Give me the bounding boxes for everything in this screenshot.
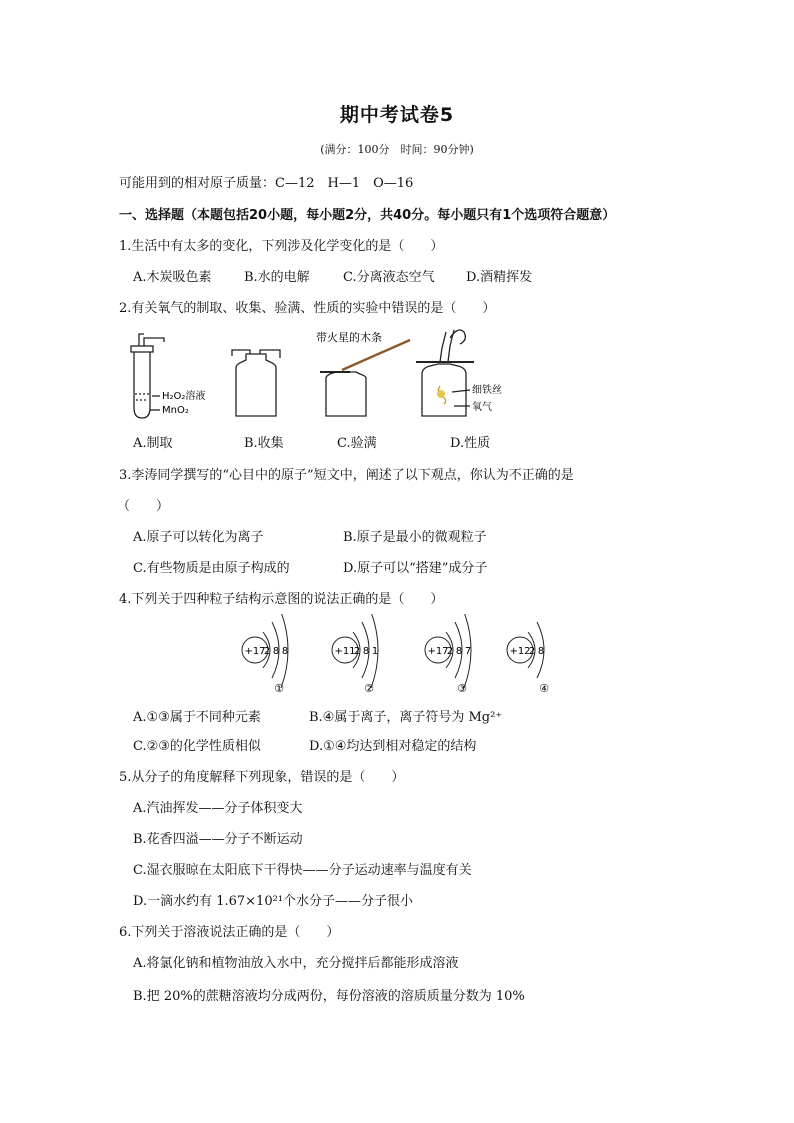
particle-4 (507, 622, 549, 695)
question-3-stem: 3.李涛同学撰写的“心目中的原子”短文中，阐述了以下观点，你认为不正确的是 (119, 468, 574, 483)
mno2-label: MnO₂ (162, 405, 189, 416)
h2o2-label: H₂O₂溶液 (162, 391, 206, 402)
splint-label: 带火星的木条 (316, 331, 382, 344)
shell-electron-count: 2 (446, 646, 454, 657)
q5-option-c: C.湿衣服晾在太阳底下干得快——分子运动速率与温度有关 (133, 863, 472, 878)
q1-option-b: B.水的电解 (244, 270, 310, 285)
shell-electron-count: 2 (263, 646, 271, 657)
question-6-stem: 6.下列关于溶液说法正确的是（ ） (119, 925, 340, 940)
q6-option-b: B.把 20%的蔗糖溶液均分成两份，每份溶液的溶质质量分数为 10% (133, 989, 525, 1004)
question-4-stem: 4.下列关于四种粒子结构示意图的说法正确的是（ ） (119, 592, 444, 607)
particle-3 (425, 614, 471, 695)
particle-label: ③ (457, 682, 467, 695)
q5-option-b: B.花香四溢——分子不断运动 (133, 832, 303, 847)
particle-label: ② (364, 682, 374, 695)
particle-1 (242, 614, 288, 695)
question-3-paren: （ ） (117, 499, 170, 514)
q1-option-d: D.酒精挥发 (466, 270, 533, 285)
atomic-masses: 可能用到的相对原子质量：C—12 H—1 O—16 (119, 176, 414, 191)
q3-option-d: D.原子可以“搭建”成分子 (343, 561, 488, 576)
q4-option-a: A.①③属于不同种元素 (133, 710, 261, 725)
oxygen-label: 氧气 (472, 402, 492, 413)
q4-option-c: C.②③的化学性质相似 (133, 739, 261, 754)
q4-option-b: B.④属于离子，离子符号为 Mg²⁺ (309, 710, 503, 725)
nucleus-charge: +17 (244, 646, 266, 657)
shell-electron-count: 1 (371, 646, 379, 657)
shell-electron-count: 2 (528, 646, 536, 657)
shell-electron-count: 8 (272, 646, 280, 657)
q6-option-a: A.将氯化钠和植物油放入水中，充分搅拌后都能形成溶液 (133, 956, 459, 971)
q5-option-d: D.一滴水约有 1.67×10²¹个水分子——分子很小 (133, 894, 414, 909)
q3-option-b: B.原子是最小的微观粒子 (343, 530, 487, 545)
q2-option-b: B.收集 (244, 436, 284, 451)
particle-2 (332, 614, 378, 695)
exam-title: 期中考试卷5 (339, 104, 455, 126)
shell-electron-count: 8 (362, 646, 370, 657)
particle-structure-figure (230, 614, 570, 696)
nucleus-charge: +11 (334, 646, 356, 657)
shell-electron-count: 7 (464, 646, 472, 657)
particle-label: ④ (539, 682, 549, 695)
nucleus-charge: +17 (427, 646, 449, 657)
q2-option-d: D.性质 (450, 436, 491, 451)
shell-electron-count: 8 (537, 646, 545, 657)
q1-option-c: C.分离液态空气 (343, 270, 435, 285)
oxygen-experiment-figure (120, 326, 560, 426)
q3-option-c: C.有些物质是由原子构成的 (133, 561, 290, 576)
nucleus-charge: +12 (509, 646, 531, 657)
q1-option-a: A.木炭吸色素 (133, 270, 212, 285)
section-heading: 一、选择题（本题包括20小题，每小题2分，共40分。每小题只有1个选项符合题意） (119, 208, 616, 223)
question-2-stem: 2.有关氧气的制取、收集、验满、性质的实验中错误的是（ ） (119, 301, 496, 316)
iron-wire-label: 细铁丝 (472, 385, 502, 396)
shell-electron-count: 2 (353, 646, 361, 657)
q2-option-a: A.制取 (133, 436, 173, 451)
question-5-stem: 5.从分子的角度解释下列现象，错误的是（ ） (119, 770, 405, 785)
shell-electron-count: 8 (455, 646, 463, 657)
particle-label: ① (274, 682, 284, 695)
q4-option-d: D.①④均达到相对稳定的结构 (309, 739, 477, 754)
shell-electron-count: 8 (281, 646, 289, 657)
question-1-stem: 1.生活中有太多的变化，下列涉及化学变化的是（ ） (119, 239, 444, 254)
q3-option-a: A.原子可以转化为离子 (133, 530, 264, 545)
q2-option-c: C.验满 (337, 436, 377, 451)
q5-option-a: A.汽油挥发——分子体积变大 (133, 801, 303, 816)
exam-subtitle: (满分：100分 时间：90分钟) (320, 143, 474, 156)
